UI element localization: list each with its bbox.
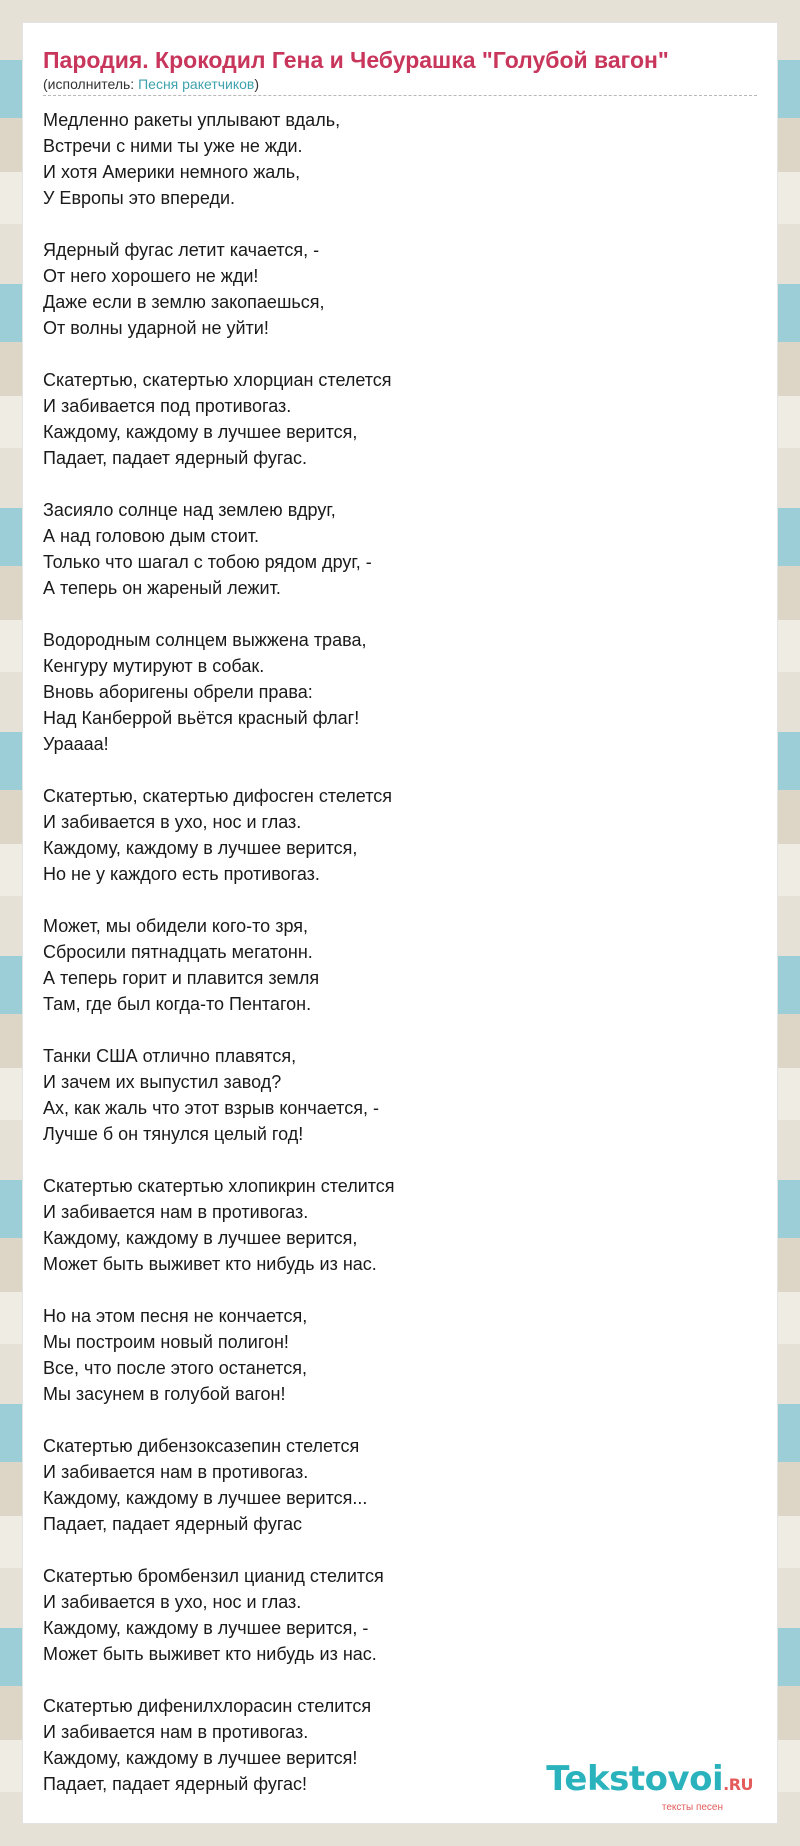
lyrics-stanza [43, 1563, 757, 1667]
lyrics-line: Может быть выживет кто нибудь из нас. [43, 1644, 377, 1664]
site-logo[interactable] [546, 1761, 753, 1813]
lyrics-line: Все, что после этого останется, [43, 1358, 307, 1378]
lyrics-line: И забивается нам в противогаз. [43, 1202, 309, 1222]
lyrics-line: Но на этом песня не кончается, [43, 1306, 308, 1326]
lyrics-line: Медленно ракеты уплывают вдаль, [43, 110, 341, 130]
lyrics-line: Скатертью скатертью хлопикрин стелится [43, 1176, 395, 1196]
lyrics-line: Каждому, каждому в лучшее верится! [43, 1748, 358, 1768]
lyrics-stanza [43, 107, 757, 211]
performer-line [43, 75, 757, 93]
lyrics-stanza [43, 497, 757, 601]
lyrics-line: Может быть выживет кто нибудь из нас. [43, 1254, 377, 1274]
lyrics-line: Скатертью, скатертью дифосген стелется [43, 786, 393, 806]
lyrics-line: И забивается в ухо, нос и глаз. [43, 812, 302, 832]
logo-wordmark [546, 1761, 753, 1803]
lyrics-line: А теперь он жареный лежит. [43, 578, 281, 598]
lyrics-line: И забивается нам в противогаз. [43, 1722, 309, 1742]
logo-tagline: тексты песен [661, 1802, 723, 1813]
lyrics-line: Падает, падает ядерный фугас [43, 1514, 303, 1534]
lyrics-line: Там, где был когда-то Пентагон. [43, 994, 312, 1014]
lyrics-stanza [43, 913, 757, 1017]
lyrics-line: Над Канберрой вьётся красный флаг! [43, 708, 360, 728]
lyrics-line: И забивается нам в противогаз. [43, 1462, 309, 1482]
lyrics-line: Каждому, каждому в лучшее верится, [43, 838, 358, 858]
lyrics-line: Мы построим новый полигон! [43, 1332, 289, 1352]
lyrics-stanza [43, 1303, 757, 1407]
song-header [43, 45, 757, 96]
lyrics-stanza [43, 1043, 757, 1147]
lyrics-line: Ядерный фугас летит качается, - [43, 240, 320, 260]
lyrics-line: Мы засунем в голубой вагон! [43, 1384, 286, 1404]
lyrics-stanza [43, 1433, 757, 1537]
logo-name: Tekstovoi [546, 1759, 724, 1799]
lyrics-body [43, 107, 757, 1823]
lyrics-line: Каждому, каждому в лучшее верится, [43, 1228, 358, 1248]
lyrics-stanza [43, 1173, 757, 1277]
lyrics-line: Вновь аборигены обрели права: [43, 682, 313, 702]
lyrics-stanza [43, 627, 757, 757]
song-title: Пародия. Крокодил Гена и Чебурашка "Голубой вагон" [43, 47, 669, 73]
lyrics-line: От волны ударной не уйти! [43, 318, 269, 338]
lyrics-line: Сбросили пятнадцать мегатонн. [43, 942, 313, 962]
lyrics-line: Но не у каждого есть противогаз. [43, 864, 320, 884]
performer-prefix: (исполнитель: [43, 76, 139, 92]
lyrics-line: Падает, падает ядерный фугас. [43, 448, 308, 468]
lyrics-line: Только что шагал с тобою рядом друг, - [43, 552, 372, 572]
lyrics-card [22, 22, 778, 1824]
lyrics-stanza [43, 783, 757, 887]
lyrics-line: Кенгуру мутируют в собак. [43, 656, 265, 676]
lyrics-line: Падает, падает ядерный фугас! [43, 1774, 308, 1794]
lyrics-stanza [43, 367, 757, 471]
lyrics-line: Каждому, каждому в лучшее верится, [43, 422, 358, 442]
lyrics-line: Встречи с ними ты уже не жди. [43, 136, 303, 156]
lyrics-line: Скатертью бромбензил цианид стелится [43, 1566, 384, 1586]
lyrics-line: Может, мы обидели кого-то зря, [43, 916, 308, 936]
lyrics-line: Скатертью дибензоксазепин стелется [43, 1436, 360, 1456]
lyrics-line: Ах, как жаль что этот взрыв кончается, - [43, 1098, 379, 1118]
lyrics-line: Каждому, каждому в лучшее верится, - [43, 1618, 369, 1638]
lyrics-line: Каждому, каждому в лучшее верится... [43, 1488, 368, 1508]
performer-suffix: ) [254, 76, 260, 92]
lyrics-line: Скатертью дифенилхлорасин стелится [43, 1696, 372, 1716]
lyrics-line: И забивается под противогаз. [43, 396, 292, 416]
logo-domain: .RU [723, 1775, 753, 1794]
lyrics-line: И зачем их выпустил завод? [43, 1072, 282, 1092]
performer-link[interactable]: Песня ракетчиков [138, 76, 255, 92]
lyrics-stanza [43, 237, 757, 341]
lyrics-line: Скатертью, скатертью хлорциан стелется [43, 370, 392, 390]
lyrics-line: А теперь горит и плавится земля [43, 968, 320, 988]
lyrics-line: Лучше б он тянулся целый год! [43, 1124, 304, 1144]
lyrics-line: Водородным солнцем выжжена трава, [43, 630, 367, 650]
lyrics-line: И забивается в ухо, нос и глаз. [43, 1592, 302, 1612]
lyrics-line: Ураааа! [43, 734, 109, 754]
lyrics-line: И хотя Америки немного жаль, [43, 162, 301, 182]
lyrics-line: Даже если в землю закопаешься, [43, 292, 325, 312]
lyrics-line: Танки США отлично плавятся, [43, 1046, 297, 1066]
lyrics-line: У Европы это впереди. [43, 188, 236, 208]
lyrics-line: От него хорошего не жди! [43, 266, 259, 286]
lyrics-line: А над головою дым стоит. [43, 526, 260, 546]
lyrics-line: Засияло солнце над землею вдруг, [43, 500, 336, 520]
